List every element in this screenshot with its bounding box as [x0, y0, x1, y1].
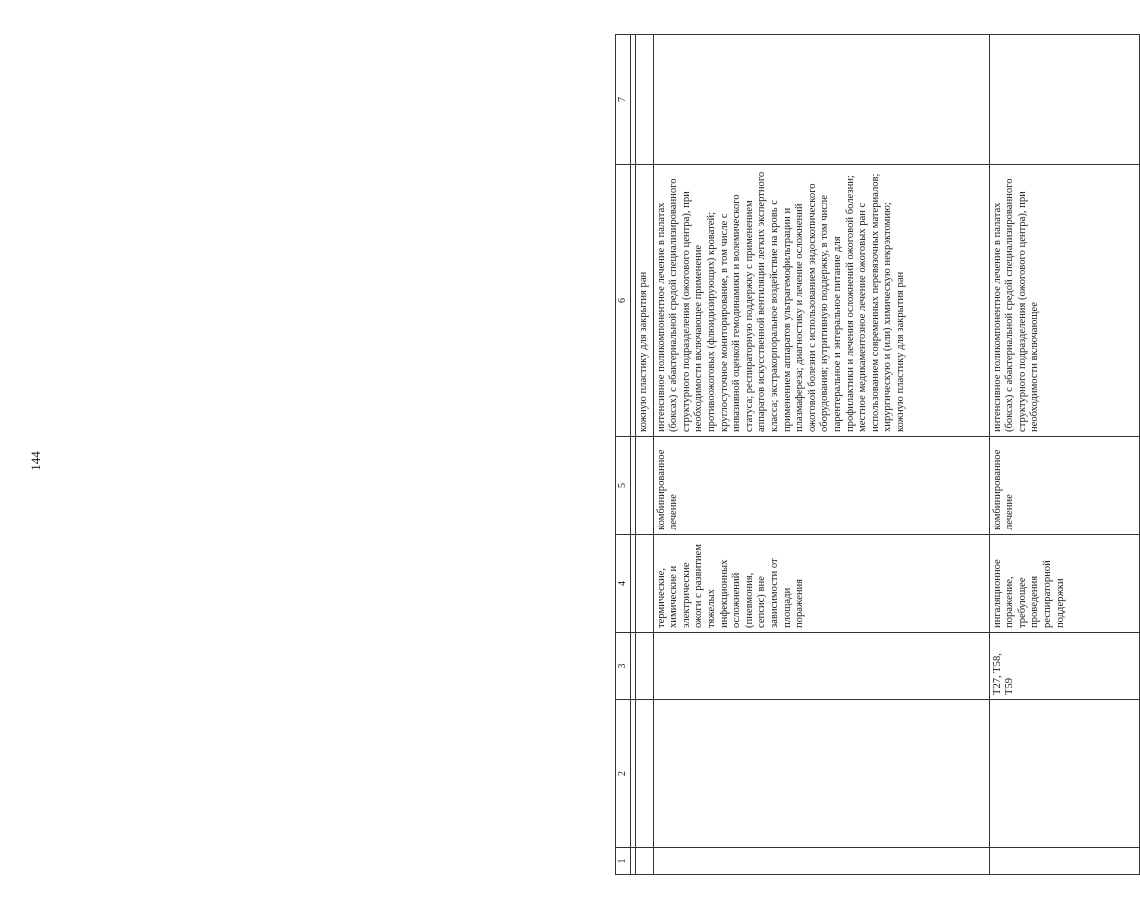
- column-header: 6: [616, 165, 631, 437]
- column-header: 1: [616, 848, 631, 875]
- column-header: 5: [616, 437, 631, 535]
- rotated-table-wrapper: [615, 35, 1140, 875]
- continuation-text: кожную пластику для закрытия ран: [636, 165, 654, 437]
- condition-cell: ингаляционное поражение, требующее проведения респираторной поддержки: [989, 535, 1139, 633]
- treatment-type-cell: комбинированное лечение: [653, 437, 989, 535]
- column-header: 4: [616, 535, 631, 633]
- table-row: [653, 35, 989, 875]
- column-header: 7: [616, 35, 631, 165]
- page-number: 144: [28, 451, 43, 471]
- code-cell: T27, T58, T59: [989, 633, 1139, 700]
- method-cell: интенсивное поликомпонентное лечение в палатах (боксах) с абактериальной средой специализированного структурного подразделения (ожогового центра), при необходимости включающее: [989, 165, 1139, 437]
- medical-care-table: [615, 34, 1140, 875]
- condition-cell: термические, химические и электрические ожоги с развитием тяжелых инфекционных осложнений (пневмония, сепсис) вне зависимости от площади поражения: [653, 535, 989, 633]
- treatment-type-cell: комбинированное лечение: [989, 437, 1139, 535]
- column-header-row: [616, 35, 631, 875]
- column-header: 2: [616, 700, 631, 848]
- code-cell: [653, 633, 989, 700]
- table-row: [989, 35, 1139, 875]
- continuation-row: [636, 35, 654, 875]
- method-cell: интенсивное поликомпонентное лечение в палатах (боксах) с абактериальной средой специализированного структурного подразделения (ожогового центра), при необходимости включающее применение противоожоговых (флюидизирующих) кроватей; круглосуточное мониторирование, в том числе с инвазивной оценкой гемодинамики и волемического статуса; респираторную поддержку с применением аппаратов искусственной вентиляции легких экспертного класса; экстракорпоральное воздействие на кровь с применением аппаратов ультрагемофильтрации и плазмафереза; диагностику и лечение осложнений ожоговой болезни с использованием эндоскопического оборудования; нутритивную поддержку, в том числе парентеральное и энтеральное питание для профилактики и лечения осложнений ожоговой болезни; местное медикаментозное лечение ожоговых ран с использованием современных перевязочных материалов; хирургическую и (или) химическую некрэктомию; кожную пластику для закрытия ран: [653, 165, 989, 437]
- column-header: 3: [616, 633, 631, 700]
